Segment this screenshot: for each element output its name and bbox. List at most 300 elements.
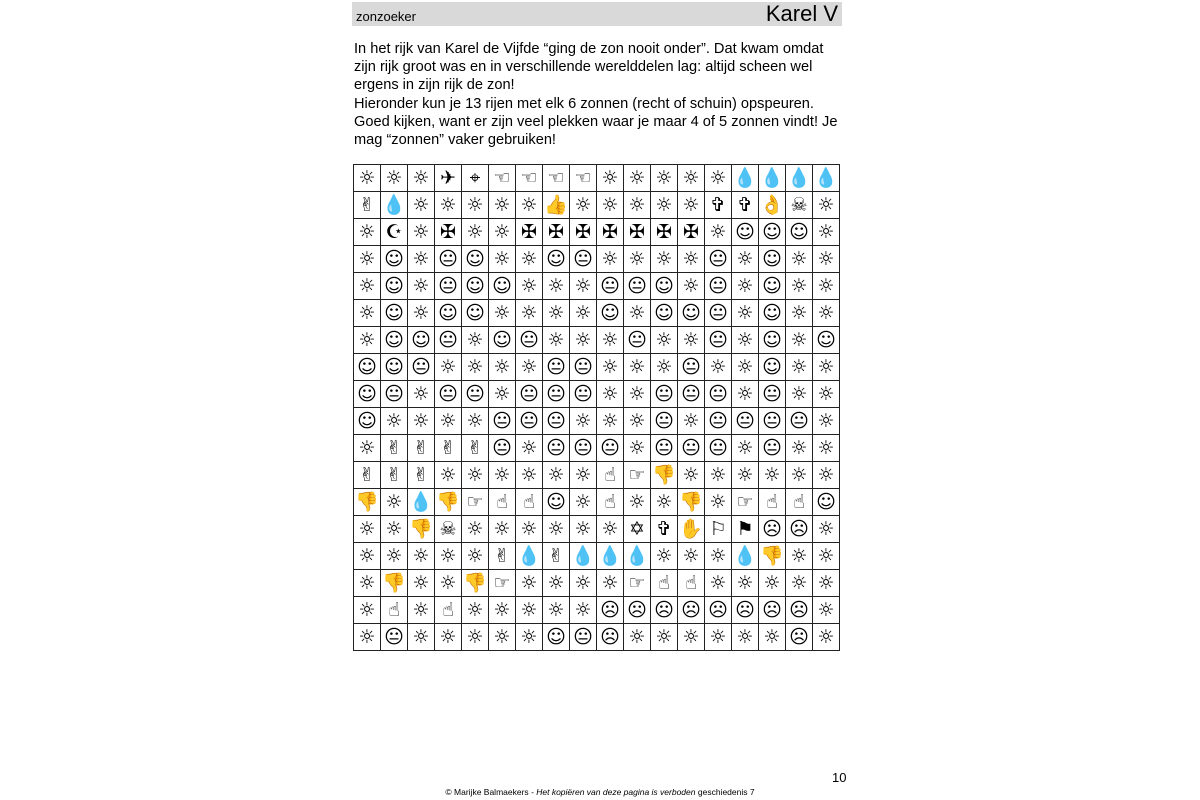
grid-cell[interactable]	[597, 462, 624, 489]
grid-cell[interactable]	[489, 543, 516, 570]
grid-cell[interactable]	[786, 354, 813, 381]
grid-cell[interactable]	[759, 165, 786, 192]
grid-cell[interactable]	[543, 192, 570, 219]
grid-cell[interactable]	[597, 408, 624, 435]
grid-cell[interactable]	[678, 462, 705, 489]
grid-cell[interactable]	[624, 381, 651, 408]
grid-cell[interactable]	[354, 408, 381, 435]
grid-cell[interactable]	[462, 516, 489, 543]
grid-cell[interactable]	[732, 219, 759, 246]
grid-cell[interactable]	[786, 192, 813, 219]
grid-cell[interactable]	[489, 165, 516, 192]
grid-cell[interactable]	[732, 435, 759, 462]
grid-cell[interactable]	[462, 543, 489, 570]
grid-cell[interactable]	[381, 462, 408, 489]
grid-cell[interactable]	[597, 192, 624, 219]
grid-cell[interactable]	[489, 597, 516, 624]
grid-cell[interactable]	[543, 354, 570, 381]
grid-cell[interactable]	[705, 327, 732, 354]
grid-cell[interactable]	[462, 273, 489, 300]
grid-cell[interactable]	[678, 219, 705, 246]
grid-cell[interactable]	[570, 570, 597, 597]
grid-cell[interactable]	[408, 327, 435, 354]
grid-cell[interactable]	[651, 381, 678, 408]
grid-cell[interactable]	[570, 381, 597, 408]
grid-cell[interactable]	[435, 246, 462, 273]
grid-cell[interactable]	[624, 462, 651, 489]
grid-cell[interactable]	[705, 273, 732, 300]
grid-cell[interactable]	[678, 165, 705, 192]
grid-cell[interactable]	[489, 354, 516, 381]
grid-cell[interactable]	[759, 408, 786, 435]
grid-cell[interactable]	[732, 570, 759, 597]
grid-cell[interactable]	[381, 165, 408, 192]
grid-cell[interactable]	[678, 192, 705, 219]
grid-cell[interactable]	[732, 624, 759, 651]
grid-cell[interactable]	[786, 489, 813, 516]
grid-cell[interactable]	[759, 273, 786, 300]
grid-cell[interactable]	[543, 300, 570, 327]
grid-cell[interactable]	[597, 489, 624, 516]
grid-cell[interactable]	[759, 246, 786, 273]
grid-cell[interactable]	[651, 435, 678, 462]
grid-cell[interactable]	[516, 300, 543, 327]
grid-cell[interactable]	[462, 165, 489, 192]
grid-cell[interactable]	[651, 165, 678, 192]
grid-cell[interactable]	[624, 327, 651, 354]
grid-cell[interactable]	[786, 543, 813, 570]
grid-cell[interactable]	[516, 165, 543, 192]
grid-cell[interactable]	[516, 354, 543, 381]
grid-cell[interactable]	[759, 597, 786, 624]
grid-cell[interactable]	[489, 219, 516, 246]
grid-cell[interactable]	[624, 597, 651, 624]
grid-cell[interactable]	[651, 300, 678, 327]
grid-cell[interactable]	[813, 219, 840, 246]
grid-cell[interactable]	[354, 597, 381, 624]
grid-cell[interactable]	[813, 543, 840, 570]
grid-cell[interactable]	[354, 435, 381, 462]
grid-cell[interactable]	[381, 570, 408, 597]
grid-cell[interactable]	[543, 327, 570, 354]
grid-cell[interactable]	[732, 246, 759, 273]
grid-cell[interactable]	[408, 192, 435, 219]
grid-cell[interactable]	[435, 300, 462, 327]
grid-cell[interactable]	[705, 543, 732, 570]
grid-cell[interactable]	[516, 516, 543, 543]
grid-cell[interactable]	[435, 408, 462, 435]
grid-cell[interactable]	[759, 489, 786, 516]
grid-cell[interactable]	[489, 246, 516, 273]
grid-cell[interactable]	[624, 435, 651, 462]
grid-cell[interactable]	[705, 624, 732, 651]
grid-cell[interactable]	[354, 354, 381, 381]
grid-cell[interactable]	[543, 516, 570, 543]
grid-cell[interactable]	[759, 543, 786, 570]
grid-cell[interactable]	[624, 408, 651, 435]
grid-cell[interactable]	[435, 543, 462, 570]
grid-cell[interactable]	[462, 192, 489, 219]
grid-cell[interactable]	[597, 246, 624, 273]
grid-cell[interactable]	[786, 516, 813, 543]
grid-cell[interactable]	[759, 624, 786, 651]
grid-cell[interactable]	[651, 462, 678, 489]
grid-cell[interactable]	[354, 489, 381, 516]
grid-cell[interactable]	[705, 489, 732, 516]
grid-cell[interactable]	[570, 300, 597, 327]
grid-cell[interactable]	[732, 273, 759, 300]
grid-cell[interactable]	[354, 624, 381, 651]
grid-cell[interactable]	[489, 489, 516, 516]
grid-cell[interactable]	[381, 273, 408, 300]
grid-cell[interactable]	[381, 354, 408, 381]
grid-cell[interactable]	[624, 273, 651, 300]
grid-cell[interactable]	[543, 408, 570, 435]
grid-cell[interactable]	[813, 489, 840, 516]
grid-cell[interactable]	[543, 273, 570, 300]
grid-cell[interactable]	[813, 381, 840, 408]
grid-cell[interactable]	[381, 192, 408, 219]
grid-cell[interactable]	[678, 381, 705, 408]
grid-cell[interactable]	[624, 489, 651, 516]
grid-cell[interactable]	[489, 192, 516, 219]
grid-cell[interactable]	[381, 543, 408, 570]
grid-cell[interactable]	[705, 354, 732, 381]
grid-cell[interactable]	[732, 381, 759, 408]
grid-cell[interactable]	[786, 462, 813, 489]
grid-cell[interactable]	[651, 516, 678, 543]
grid-cell[interactable]	[570, 246, 597, 273]
grid-cell[interactable]	[813, 192, 840, 219]
grid-cell[interactable]	[489, 408, 516, 435]
grid-cell[interactable]	[381, 624, 408, 651]
grid-cell[interactable]	[408, 462, 435, 489]
grid-cell[interactable]	[786, 408, 813, 435]
grid-cell[interactable]	[732, 597, 759, 624]
grid-cell[interactable]	[678, 408, 705, 435]
grid-cell[interactable]	[570, 165, 597, 192]
grid-cell[interactable]	[516, 435, 543, 462]
grid-cell[interactable]	[570, 192, 597, 219]
grid-cell[interactable]	[435, 165, 462, 192]
grid-cell[interactable]	[435, 354, 462, 381]
grid-cell[interactable]	[381, 381, 408, 408]
grid-cell[interactable]	[678, 354, 705, 381]
grid-cell[interactable]	[381, 300, 408, 327]
grid-cell[interactable]	[408, 624, 435, 651]
grid-cell[interactable]	[570, 435, 597, 462]
grid-cell[interactable]	[408, 543, 435, 570]
grid-cell[interactable]	[354, 219, 381, 246]
grid-cell[interactable]	[435, 381, 462, 408]
grid-cell[interactable]	[813, 435, 840, 462]
grid-cell[interactable]	[651, 192, 678, 219]
grid-cell[interactable]	[462, 300, 489, 327]
grid-cell[interactable]	[543, 624, 570, 651]
grid-cell[interactable]	[408, 300, 435, 327]
grid-cell[interactable]	[705, 597, 732, 624]
grid-cell[interactable]	[408, 489, 435, 516]
grid-cell[interactable]	[516, 273, 543, 300]
grid-cell[interactable]	[705, 516, 732, 543]
grid-cell[interactable]	[759, 192, 786, 219]
grid-cell[interactable]	[759, 327, 786, 354]
grid-cell[interactable]	[489, 624, 516, 651]
grid-cell[interactable]	[489, 435, 516, 462]
grid-cell[interactable]	[705, 165, 732, 192]
grid-cell[interactable]	[732, 192, 759, 219]
grid-cell[interactable]	[570, 516, 597, 543]
grid-cell[interactable]	[705, 435, 732, 462]
grid-cell[interactable]	[354, 192, 381, 219]
grid-cell[interactable]	[678, 597, 705, 624]
grid-cell[interactable]	[570, 597, 597, 624]
grid-cell[interactable]	[516, 570, 543, 597]
grid-cell[interactable]	[597, 624, 624, 651]
grid-cell[interactable]	[354, 327, 381, 354]
grid-cell[interactable]	[570, 543, 597, 570]
grid-cell[interactable]	[543, 381, 570, 408]
grid-cell[interactable]	[678, 624, 705, 651]
grid-cell[interactable]	[489, 516, 516, 543]
grid-cell[interactable]	[570, 462, 597, 489]
grid-cell[interactable]	[813, 624, 840, 651]
grid-cell[interactable]	[786, 597, 813, 624]
grid-cell[interactable]	[732, 462, 759, 489]
grid-cell[interactable]	[705, 381, 732, 408]
grid-cell[interactable]	[732, 543, 759, 570]
grid-cell[interactable]	[516, 462, 543, 489]
grid-cell[interactable]	[786, 381, 813, 408]
grid-cell[interactable]	[786, 273, 813, 300]
grid-cell[interactable]	[651, 570, 678, 597]
grid-cell[interactable]	[597, 570, 624, 597]
grid-cell[interactable]	[354, 165, 381, 192]
grid-cell[interactable]	[543, 165, 570, 192]
grid-cell[interactable]	[435, 489, 462, 516]
grid-cell[interactable]	[462, 462, 489, 489]
grid-cell[interactable]	[543, 246, 570, 273]
grid-cell[interactable]	[813, 165, 840, 192]
grid-cell[interactable]	[381, 516, 408, 543]
grid-cell[interactable]	[705, 408, 732, 435]
grid-cell[interactable]	[381, 435, 408, 462]
grid-cell[interactable]	[516, 327, 543, 354]
grid-cell[interactable]	[732, 354, 759, 381]
grid-cell[interactable]	[354, 381, 381, 408]
grid-cell[interactable]	[462, 489, 489, 516]
grid-cell[interactable]	[597, 354, 624, 381]
grid-cell[interactable]	[462, 354, 489, 381]
grid-cell[interactable]	[597, 219, 624, 246]
grid-cell[interactable]	[651, 408, 678, 435]
grid-cell[interactable]	[408, 408, 435, 435]
grid-cell[interactable]	[624, 516, 651, 543]
grid-cell[interactable]	[462, 327, 489, 354]
grid-cell[interactable]	[381, 489, 408, 516]
grid-cell[interactable]	[435, 192, 462, 219]
grid-cell[interactable]	[543, 597, 570, 624]
grid-cell[interactable]	[597, 300, 624, 327]
grid-cell[interactable]	[381, 408, 408, 435]
grid-cell[interactable]	[489, 300, 516, 327]
grid-cell[interactable]	[408, 354, 435, 381]
grid-cell[interactable]	[570, 489, 597, 516]
grid-cell[interactable]	[678, 300, 705, 327]
grid-cell[interactable]	[354, 462, 381, 489]
grid-cell[interactable]	[354, 246, 381, 273]
grid-cell[interactable]	[489, 273, 516, 300]
grid-cell[interactable]	[570, 327, 597, 354]
grid-cell[interactable]	[435, 219, 462, 246]
grid-cell[interactable]	[462, 624, 489, 651]
grid-cell[interactable]	[462, 381, 489, 408]
grid-cell[interactable]	[516, 246, 543, 273]
grid-cell[interactable]	[489, 327, 516, 354]
grid-cell[interactable]	[489, 462, 516, 489]
grid-cell[interactable]	[705, 246, 732, 273]
grid-cell[interactable]	[543, 219, 570, 246]
grid-cell[interactable]	[381, 597, 408, 624]
grid-cell[interactable]	[651, 543, 678, 570]
grid-cell[interactable]	[651, 624, 678, 651]
grid-cell[interactable]	[624, 192, 651, 219]
grid-cell[interactable]	[381, 246, 408, 273]
grid-cell[interactable]	[678, 516, 705, 543]
grid-cell[interactable]	[570, 624, 597, 651]
grid-cell[interactable]	[732, 300, 759, 327]
grid-cell[interactable]	[759, 219, 786, 246]
grid-cell[interactable]	[543, 543, 570, 570]
grid-cell[interactable]	[597, 543, 624, 570]
grid-cell[interactable]	[462, 246, 489, 273]
grid-cell[interactable]	[597, 327, 624, 354]
grid-cell[interactable]	[408, 219, 435, 246]
grid-cell[interactable]	[516, 408, 543, 435]
grid-cell[interactable]	[354, 543, 381, 570]
grid-cell[interactable]	[435, 570, 462, 597]
grid-cell[interactable]	[516, 381, 543, 408]
grid-cell[interactable]	[786, 624, 813, 651]
grid-cell[interactable]	[813, 516, 840, 543]
grid-cell[interactable]	[705, 192, 732, 219]
grid-cell[interactable]	[408, 273, 435, 300]
grid-cell[interactable]	[516, 192, 543, 219]
grid-cell[interactable]	[408, 381, 435, 408]
grid-cell[interactable]	[759, 354, 786, 381]
grid-cell[interactable]	[354, 516, 381, 543]
grid-cell[interactable]	[759, 516, 786, 543]
grid-cell[interactable]	[543, 489, 570, 516]
grid-cell[interactable]	[597, 381, 624, 408]
grid-cell[interactable]	[543, 435, 570, 462]
grid-cell[interactable]	[354, 570, 381, 597]
grid-cell[interactable]	[597, 516, 624, 543]
grid-cell[interactable]	[435, 597, 462, 624]
grid-cell[interactable]	[651, 246, 678, 273]
grid-cell[interactable]	[516, 543, 543, 570]
grid-cell[interactable]	[516, 624, 543, 651]
grid-cell[interactable]	[732, 516, 759, 543]
grid-cell[interactable]	[597, 597, 624, 624]
grid-cell[interactable]	[570, 408, 597, 435]
grid-cell[interactable]	[435, 435, 462, 462]
grid-cell[interactable]	[813, 570, 840, 597]
grid-cell[interactable]	[759, 381, 786, 408]
grid-cell[interactable]	[813, 246, 840, 273]
grid-cell[interactable]	[759, 462, 786, 489]
grid-cell[interactable]	[462, 435, 489, 462]
grid-cell[interactable]	[678, 543, 705, 570]
grid-cell[interactable]	[543, 462, 570, 489]
grid-cell[interactable]	[624, 219, 651, 246]
grid-cell[interactable]	[624, 570, 651, 597]
grid-cell[interactable]	[570, 273, 597, 300]
grid-cell[interactable]	[489, 570, 516, 597]
grid-cell[interactable]	[516, 219, 543, 246]
grid-cell[interactable]	[786, 435, 813, 462]
grid-cell[interactable]	[651, 219, 678, 246]
grid-cell[interactable]	[435, 516, 462, 543]
grid-cell[interactable]	[570, 354, 597, 381]
grid-cell[interactable]	[678, 570, 705, 597]
grid-cell[interactable]	[516, 489, 543, 516]
grid-cell[interactable]	[462, 597, 489, 624]
grid-cell[interactable]	[705, 570, 732, 597]
grid-cell[interactable]	[435, 462, 462, 489]
grid-cell[interactable]	[516, 597, 543, 624]
grid-cell[interactable]	[813, 354, 840, 381]
grid-cell[interactable]	[678, 435, 705, 462]
grid-cell[interactable]	[624, 246, 651, 273]
grid-cell[interactable]	[381, 327, 408, 354]
grid-cell[interactable]	[624, 354, 651, 381]
grid-cell[interactable]	[651, 327, 678, 354]
grid-cell[interactable]	[624, 300, 651, 327]
grid-cell[interactable]	[705, 300, 732, 327]
grid-cell[interactable]	[732, 408, 759, 435]
grid-cell[interactable]	[408, 516, 435, 543]
grid-cell[interactable]	[786, 219, 813, 246]
grid-cell[interactable]	[489, 381, 516, 408]
grid-cell[interactable]	[597, 165, 624, 192]
grid-cell[interactable]	[813, 300, 840, 327]
grid-cell[interactable]	[354, 300, 381, 327]
grid-cell[interactable]	[597, 435, 624, 462]
grid-cell[interactable]	[678, 489, 705, 516]
grid-cell[interactable]	[813, 273, 840, 300]
grid-cell[interactable]	[624, 543, 651, 570]
grid-cell[interactable]	[759, 570, 786, 597]
grid-cell[interactable]	[408, 246, 435, 273]
grid-cell[interactable]	[678, 246, 705, 273]
grid-cell[interactable]	[759, 435, 786, 462]
grid-cell[interactable]	[786, 165, 813, 192]
grid-cell[interactable]	[435, 327, 462, 354]
grid-cell[interactable]	[435, 624, 462, 651]
grid-cell[interactable]	[786, 327, 813, 354]
grid-cell[interactable]	[597, 273, 624, 300]
grid-cell[interactable]	[759, 300, 786, 327]
grid-cell[interactable]	[786, 246, 813, 273]
grid-cell[interactable]	[732, 489, 759, 516]
grid-cell[interactable]	[408, 597, 435, 624]
grid-cell[interactable]	[732, 165, 759, 192]
grid-cell[interactable]	[408, 570, 435, 597]
grid-cell[interactable]	[462, 408, 489, 435]
grid-cell[interactable]	[651, 354, 678, 381]
grid-cell[interactable]	[813, 327, 840, 354]
